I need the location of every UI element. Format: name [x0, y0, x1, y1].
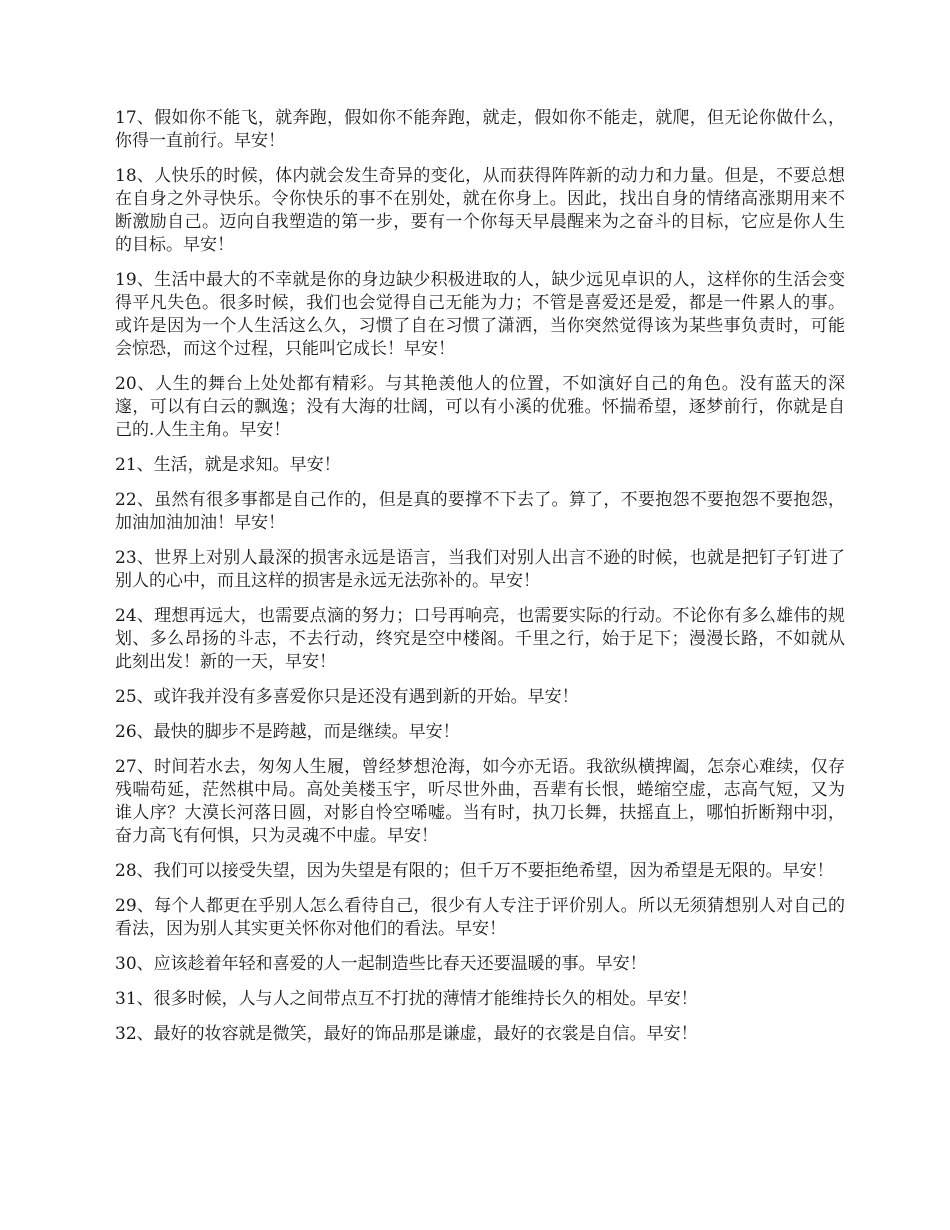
- paragraph-29: 29、每个人都更在乎别人怎么看待自己，很少有人专注于评价别人。所以无须猜想别人对自己的看法，因为别人其实更关怀你对他们的看法。早安！: [115, 896, 845, 939]
- paragraph-21: 21、生活，就是求知。早安！: [115, 455, 341, 475]
- paragraph-22: 22、虽然有很多事都是自己作的，但是真的要撑不下去了。算了，不要抱怨不要抱怨不要抱怨，加油加油加油！早安！: [115, 490, 845, 533]
- paragraph-23: 23、世界上对别人最深的损害永远是语言，当我们对别人出言不逊的时候，也就是把钉子钉进了别人的心中，而且这样的损害是永远无法弥补的。早安！: [115, 548, 845, 591]
- paragraph-18: 18、人快乐的时候，体内就会发生奇异的变化，从而获得阵阵新的动力和力量。但是，不要总想在自身之外寻快乐。令你快乐的事不在别处，就在你身上。因此，找出自身的情绪高涨期用来不断激励自己。迈向自我塑造的第一步，要有一个你每天早晨醒来为之奋斗的目标，它应是你人生的目标。早安！: [115, 166, 845, 255]
- paragraph-24: 24、理想再远大，也需要点滴的努力；口号再响亮，也需要实际的行动。不论你有多么雄伟的规划、多么昂扬的斗志，不去行动，终究是空中楼阁。千里之行，始于足下；漫漫长路，不如就从此刻出发！新的一天，早安！: [115, 606, 845, 672]
- paragraph-30: 30、应该趁着年轻和喜爱的人一起制造些比春天还要温暖的事。早安！: [115, 954, 647, 974]
- paragraph-32: 32、最好的妆容就是微笑，最好的饰品那是谦虚，最好的衣裳是自信。早安！: [115, 1024, 698, 1044]
- paragraph-26: 26、最快的脚步不是跨越，而是继续。早安！: [115, 722, 460, 742]
- paragraph-27: 27、时间若水去，匆匆人生履，曾经梦想沧海，如今亦无语。我欲纵横捭阖，怎奈心难续，仅存残喘苟延，茫然棋中局。高处美楼玉宇，听尽世外曲，吾辈有长恨，蜷缩空虚，志高气短，又为谁人序？大漠长河落日圆，对影自怜空唏嘘。当有时，执刀长舞，扶摇直上，哪怕折断翔中羽，奋力高飞有何惧，只为灵魂不中虚。早安！: [115, 757, 845, 846]
- document-body: [115, 107, 845, 1058]
- paragraph-20: 20、人生的舞台上处处都有精彩。与其艳羡他人的位置，不如演好自己的角色。没有蓝天的深邃，可以有白云的飘逸；没有大海的壮阔，可以有小溪的优雅。怀揣希望，逐梦前行，你就是自己的.人生主角。早安！: [115, 374, 845, 440]
- paragraph-17: 17、假如你不能飞，就奔跑，假如你不能奔跑，就走，假如你不能走，就爬，但无论你做什么，你得一直前行。早安！: [115, 108, 845, 151]
- paragraph-19: 19、生活中最大的不幸就是你的身边缺少积极进取的人，缺少远见卓识的人，这样你的生活会变得平凡失色。很多时候，我们也会觉得自己无能为力；不管是喜爱还是爱，都是一件累人的事。或许是因为一个人生活这么久，习惯了自在习惯了潇洒，当你突然觉得该为某些事负责时，可能会惊恐，而这个过程，只能叫它成长！早安！: [115, 270, 845, 359]
- paragraph-31: 31、很多时候，人与人之间带点互不打扰的薄情才能维持长久的相处。早安！: [115, 989, 698, 1009]
- paragraph-28: 28、我们可以接受失望，因为失望是有限的；但千万不要拒绝希望，因为希望是无限的。早安！: [115, 861, 834, 881]
- paragraph-25: 25、或许我并没有多喜爱你只是还没有遇到新的开始。早安！: [115, 687, 579, 707]
